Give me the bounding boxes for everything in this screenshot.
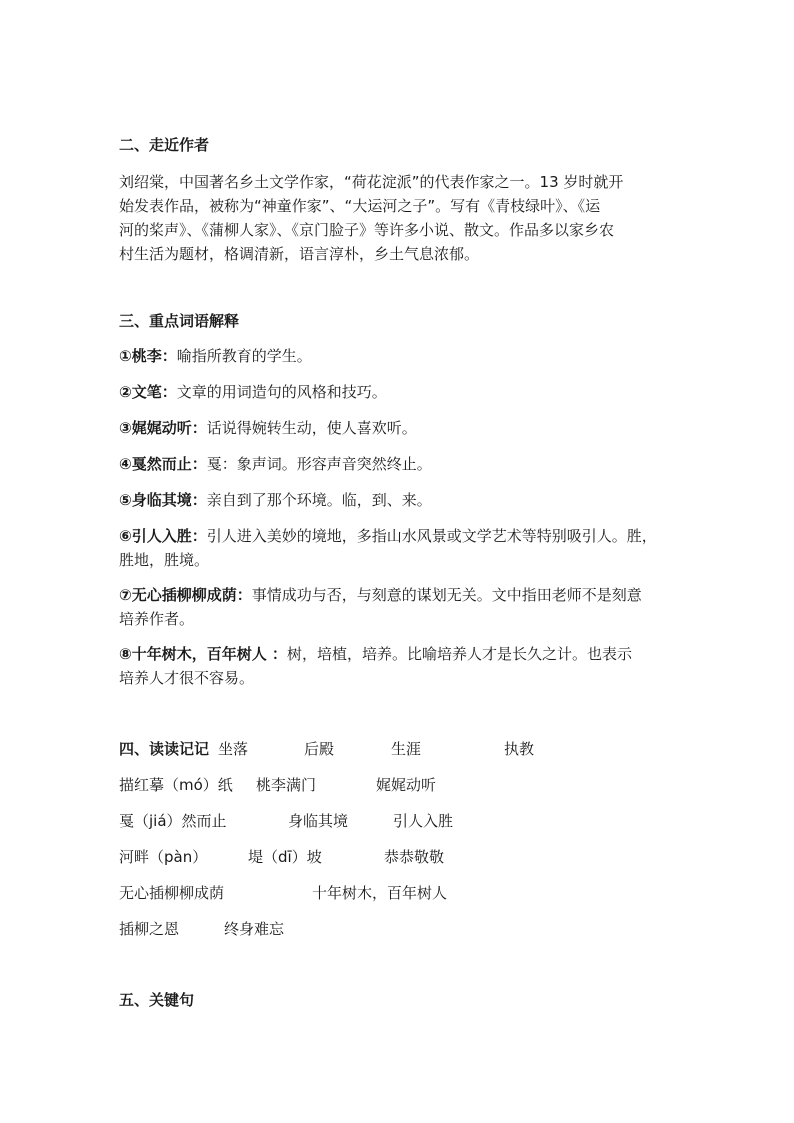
vocab-word: 娓娓动听 [376, 776, 437, 794]
definition-item [119, 644, 632, 664]
vocab-word: 执教 [504, 740, 535, 758]
definition-item [119, 418, 417, 438]
definition-term: ⑥引人入胜： [119, 527, 207, 545]
vocab-word: 身临其境 [288, 812, 349, 830]
vocab-word: 十年树木，百年树人 [312, 884, 448, 902]
paragraph-line: 刘绍棠，中国著名乡土文学作家，“荷花淀派”的代表作家之一。13 岁时就开 [119, 173, 624, 191]
vocab-word: 引人入胜 [393, 812, 454, 830]
definition-text: 引人进入美妙的境地，多指山水风景或文学艺术等特别吸引人。胜， [206, 527, 657, 545]
vocab-word: 终身难忘 [224, 920, 285, 938]
definition-text: 树，培植，培养。比喻培养人才是长久之计。也表示 [286, 645, 632, 663]
definition-term: ③娓娓动听： [119, 419, 207, 437]
definition-term: ⑤身临其境： [119, 491, 207, 509]
definition-term: ⑦无心插柳柳成荫： [119, 586, 252, 604]
definition-text: 事情成功与否，与刻意的谋划无关。文中指田老师不是刻意 [251, 586, 642, 604]
vocab-word: 生涯 [391, 740, 422, 758]
vocab-word: 堤（dī）坡 [248, 848, 322, 866]
definition-term: ④戛然而止： [119, 455, 207, 473]
vocab-word: 后殿 [304, 740, 335, 758]
definition-text: 文章的用词造句的风格和技巧。 [176, 383, 387, 401]
definition-text: 戛：象声词。形容声音突然终止。 [206, 455, 432, 473]
definition-text: 话说得婉转生动，使人喜欢听。 [206, 419, 417, 437]
vocab-word: 描红摹（mó）纸 [119, 776, 233, 794]
vocab-word: 河畔（pàn） [119, 848, 208, 866]
definition-text: 亲自到了那个环境。临，到、来。 [206, 491, 432, 509]
section-heading-author: 二、走近作者 [119, 136, 210, 154]
paragraph-line: 河的桨声》、《蒲柳人家》、《京门脸子》等许多小说、散文。作品多以家乡农 [119, 221, 615, 239]
definition-item [119, 346, 312, 366]
definition-item [119, 585, 642, 605]
section-heading-vocabulary: 三、重点词语解释 [119, 312, 240, 330]
author-paragraph [119, 170, 679, 266]
vocab-word: 坐落 [218, 740, 249, 758]
definition-item [119, 382, 387, 402]
vocab-word: 戛（jiá）然而止 [119, 812, 227, 830]
paragraph-line: 村生活为题材，格调清新，语言淳朴，乡土气息浓郁。 [119, 245, 480, 263]
definition-continuation: 培养作者。 [119, 610, 195, 628]
vocab-word: 无心插柳柳成荫 [119, 884, 225, 902]
section-heading-key-sentences: 五、关键句 [119, 991, 195, 1009]
definition-continuation: 培养人才很不容易。 [119, 669, 255, 687]
definition-term: ⑧十年树木，百年树人 ： [119, 645, 287, 663]
definition-continuation: 胜地，胜境。 [119, 551, 210, 569]
definition-item [119, 526, 657, 546]
vocab-word: 恭恭敬敬 [384, 848, 445, 866]
definition-term: ①桃李： [119, 347, 177, 365]
definition-item [119, 490, 432, 510]
definition-term: ②文笔： [119, 383, 177, 401]
vocab-word: 桃李满门 [256, 776, 317, 794]
vocab-word: 插柳之恩 [119, 920, 180, 938]
section-heading-reading: 四、读读记记 [119, 740, 210, 758]
definition-item [119, 454, 432, 474]
paragraph-line: 始发表作品，被称为“神童作家”、“大运河之子”。写有《青枝绿叶》、《运 [119, 197, 601, 215]
definition-text: 喻指所教育的学生。 [176, 347, 312, 365]
